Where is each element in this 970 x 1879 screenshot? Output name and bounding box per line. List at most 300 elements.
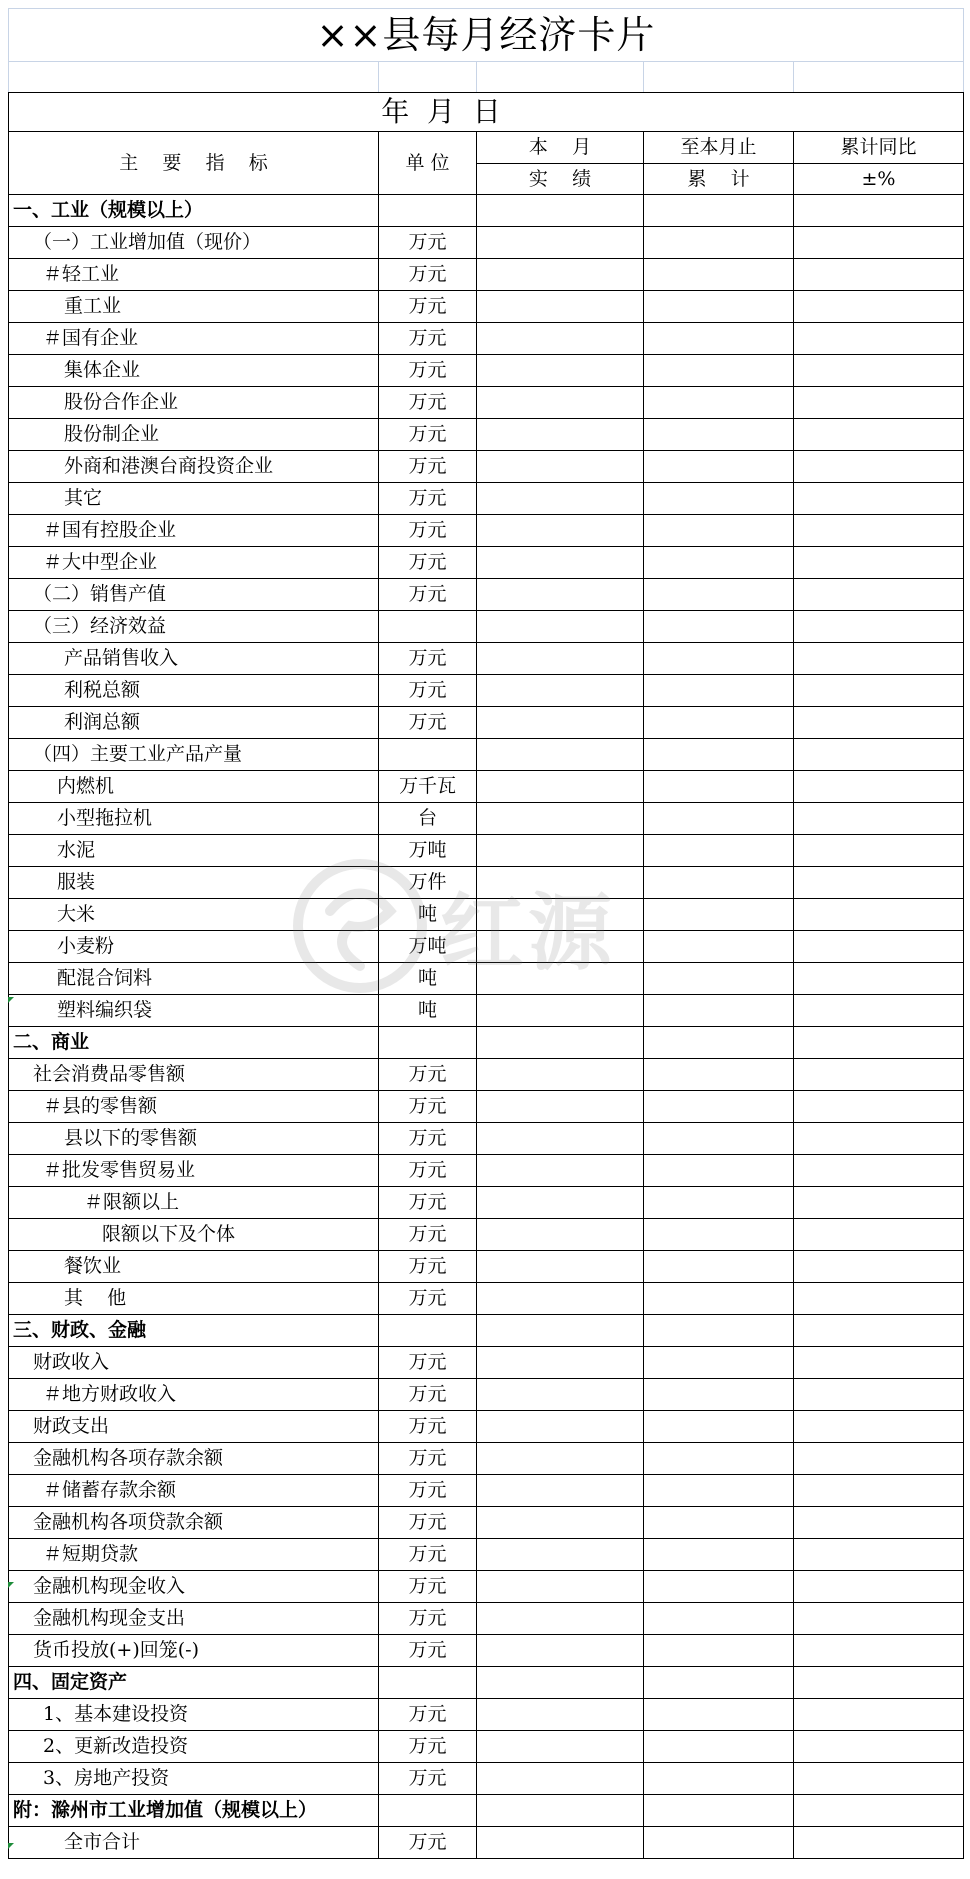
cumulative-cell[interactable] bbox=[644, 1763, 794, 1795]
unit-cell[interactable]: 万元 bbox=[379, 1219, 477, 1251]
unit-cell[interactable]: 万元 bbox=[379, 1571, 477, 1603]
table-row bbox=[9, 195, 964, 227]
unit-cell[interactable]: 万元 bbox=[379, 227, 477, 259]
table-row bbox=[9, 451, 964, 483]
cell-comment-marker bbox=[8, 997, 14, 1003]
this-month-cell[interactable] bbox=[477, 1635, 644, 1667]
this-month-cell[interactable] bbox=[477, 547, 644, 579]
cumulative-cell[interactable] bbox=[644, 1603, 794, 1635]
unit-cell[interactable]: 万元 bbox=[379, 1603, 477, 1635]
unit-cell[interactable]: 万元 bbox=[379, 1187, 477, 1219]
this-month-cell[interactable] bbox=[477, 1539, 644, 1571]
cumulative-cell[interactable] bbox=[644, 195, 794, 227]
yoy-cell[interactable] bbox=[794, 1091, 964, 1123]
yoy-cell[interactable] bbox=[794, 1667, 964, 1699]
unit-cell[interactable]: 吨 bbox=[379, 995, 477, 1027]
yoy-cell[interactable] bbox=[794, 1155, 964, 1187]
indicator-cell[interactable]: 金融机构现金支出 bbox=[9, 1603, 379, 1635]
sheet-title[interactable] bbox=[9, 9, 964, 62]
yoy-cell[interactable] bbox=[794, 643, 964, 675]
this-month-cell[interactable] bbox=[477, 707, 644, 739]
this-month-cell[interactable] bbox=[477, 1667, 644, 1699]
cumulative-cell[interactable] bbox=[644, 227, 794, 259]
unit-cell[interactable] bbox=[379, 1315, 477, 1347]
yoy-cell[interactable] bbox=[794, 355, 964, 387]
header-this-month-top[interactable]: 本 月 bbox=[477, 132, 644, 164]
this-month-cell[interactable] bbox=[477, 195, 644, 227]
date-line[interactable]: 年 月 日 bbox=[9, 93, 964, 132]
cumulative-cell[interactable] bbox=[644, 1411, 794, 1443]
indicator-cell[interactable]: 货币投放(+)回笼(-) bbox=[9, 1635, 379, 1667]
yoy-cell[interactable] bbox=[794, 707, 964, 739]
cumulative-cell[interactable] bbox=[644, 1283, 794, 1315]
yoy-cell[interactable] bbox=[794, 195, 964, 227]
cumulative-cell[interactable] bbox=[644, 1731, 794, 1763]
header-indicator[interactable]: 主 要 指 标 bbox=[9, 132, 379, 195]
this-month-cell[interactable] bbox=[477, 803, 644, 835]
table-row bbox=[9, 387, 964, 419]
indicator-cell[interactable]: 全市合计 bbox=[9, 1827, 379, 1859]
cumulative-cell[interactable] bbox=[644, 1443, 794, 1475]
this-month-cell[interactable] bbox=[477, 1827, 644, 1859]
indicator-cell[interactable]: 3、房地产投资 bbox=[9, 1763, 379, 1795]
blank-cell[interactable] bbox=[379, 62, 477, 93]
yoy-cell[interactable] bbox=[794, 1347, 964, 1379]
indicator-cell[interactable]: 附：滁州市工业增加值（规模以上） bbox=[9, 1795, 379, 1827]
cumulative-cell[interactable] bbox=[644, 611, 794, 643]
table-row bbox=[9, 1443, 964, 1475]
yoy-cell[interactable] bbox=[794, 611, 964, 643]
unit-cell[interactable]: 万元 bbox=[379, 579, 477, 611]
indicator-cell[interactable]: 金融机构现金收入 bbox=[9, 1571, 379, 1603]
yoy-cell[interactable] bbox=[794, 963, 964, 995]
indicator-cell[interactable]: 股份制企业 bbox=[9, 419, 379, 451]
indicator-cell[interactable]: 四、固定资产 bbox=[9, 1667, 379, 1699]
cumulative-cell[interactable] bbox=[644, 1091, 794, 1123]
indicator-cell[interactable]: 金融机构各项贷款余额 bbox=[9, 1507, 379, 1539]
indicator-cell[interactable]: 大米 bbox=[9, 899, 379, 931]
this-month-cell[interactable] bbox=[477, 1411, 644, 1443]
unit-cell[interactable]: 万元 bbox=[379, 387, 477, 419]
indicator-cell[interactable]: 股份合作企业 bbox=[9, 387, 379, 419]
cumulative-cell[interactable] bbox=[644, 1699, 794, 1731]
yoy-cell[interactable] bbox=[794, 1027, 964, 1059]
this-month-cell[interactable] bbox=[477, 1123, 644, 1155]
header-yoy-top[interactable]: 累计同比 bbox=[794, 132, 964, 164]
yoy-cell[interactable] bbox=[794, 803, 964, 835]
header-unit[interactable]: 单 位 bbox=[379, 132, 477, 195]
this-month-cell[interactable] bbox=[477, 387, 644, 419]
unit-cell[interactable]: 万元 bbox=[379, 1251, 477, 1283]
table-row bbox=[9, 1315, 964, 1347]
unit-cell[interactable]: 万元 bbox=[379, 483, 477, 515]
cumulative-cell[interactable] bbox=[644, 1635, 794, 1667]
cumulative-cell[interactable] bbox=[644, 259, 794, 291]
table-row bbox=[9, 355, 964, 387]
cumulative-cell[interactable] bbox=[644, 579, 794, 611]
cumulative-cell[interactable] bbox=[644, 323, 794, 355]
table-row bbox=[9, 1411, 964, 1443]
yoy-cell[interactable] bbox=[794, 451, 964, 483]
yoy-cell[interactable] bbox=[794, 547, 964, 579]
cumulative-cell[interactable] bbox=[644, 675, 794, 707]
unit-cell[interactable]: 万元 bbox=[379, 1507, 477, 1539]
table-row bbox=[9, 1091, 964, 1123]
cumulative-cell[interactable] bbox=[644, 803, 794, 835]
cell-comment-marker bbox=[8, 1582, 14, 1588]
yoy-cell[interactable] bbox=[794, 931, 964, 963]
indicator-cell[interactable]: （二）销售产值 bbox=[9, 579, 379, 611]
unit-cell[interactable]: 万元 bbox=[379, 419, 477, 451]
cumulative-cell[interactable] bbox=[644, 1795, 794, 1827]
table-row bbox=[9, 1475, 964, 1507]
yoy-cell[interactable] bbox=[794, 1411, 964, 1443]
cumulative-cell[interactable] bbox=[644, 387, 794, 419]
this-month-cell[interactable] bbox=[477, 451, 644, 483]
unit-cell[interactable]: 万千瓦 bbox=[379, 771, 477, 803]
yoy-cell[interactable] bbox=[794, 995, 964, 1027]
indicator-cell[interactable]: 集体企业 bbox=[9, 355, 379, 387]
unit-cell[interactable]: 万元 bbox=[379, 355, 477, 387]
indicator-cell[interactable]: 服装 bbox=[9, 867, 379, 899]
indicator-cell[interactable]: 配混合饲料 bbox=[9, 963, 379, 995]
table-row bbox=[9, 643, 964, 675]
header-yoy-bottom[interactable]: ±% bbox=[794, 163, 964, 195]
indicator-cell[interactable]: 其 他 bbox=[9, 1283, 379, 1315]
indicator-cell[interactable]: 限额以下及个体 bbox=[9, 1219, 379, 1251]
yoy-cell[interactable] bbox=[794, 867, 964, 899]
yoy-cell[interactable] bbox=[794, 1219, 964, 1251]
cumulative-cell[interactable] bbox=[644, 1571, 794, 1603]
indicator-cell[interactable]: 县以下的零售额 bbox=[9, 1123, 379, 1155]
unit-cell[interactable]: 万元 bbox=[379, 1091, 477, 1123]
table-row bbox=[9, 1251, 964, 1283]
this-month-cell[interactable] bbox=[477, 1027, 644, 1059]
indicator-cell[interactable]: 外商和港澳台商投资企业 bbox=[9, 451, 379, 483]
table-row bbox=[9, 1635, 964, 1667]
cumulative-cell[interactable] bbox=[644, 515, 794, 547]
indicator-cell[interactable]: 财政支出 bbox=[9, 1411, 379, 1443]
yoy-cell[interactable] bbox=[794, 579, 964, 611]
header-cumulative-bottom[interactable]: 累 计 bbox=[644, 163, 794, 195]
this-month-cell[interactable] bbox=[477, 1443, 644, 1475]
cumulative-cell[interactable] bbox=[644, 1667, 794, 1699]
this-month-cell[interactable] bbox=[477, 1059, 644, 1091]
unit-cell[interactable]: 万元 bbox=[379, 1827, 477, 1859]
yoy-cell[interactable] bbox=[794, 1475, 964, 1507]
unit-cell[interactable]: 万元 bbox=[379, 1347, 477, 1379]
yoy-cell[interactable] bbox=[794, 1123, 964, 1155]
this-month-cell[interactable] bbox=[477, 483, 644, 515]
yoy-cell[interactable] bbox=[794, 259, 964, 291]
title-row bbox=[9, 9, 964, 62]
blank-cell[interactable] bbox=[644, 62, 794, 93]
yoy-cell[interactable] bbox=[794, 1379, 964, 1411]
unit-cell[interactable] bbox=[379, 739, 477, 771]
this-month-cell[interactable] bbox=[477, 323, 644, 355]
this-month-cell[interactable] bbox=[477, 1475, 644, 1507]
this-month-cell[interactable] bbox=[477, 1251, 644, 1283]
table-row bbox=[9, 675, 964, 707]
indicator-cell[interactable]: 塑料编织袋 bbox=[9, 995, 379, 1027]
yoy-cell[interactable] bbox=[794, 1731, 964, 1763]
unit-cell[interactable]: 万元 bbox=[379, 1123, 477, 1155]
cumulative-cell[interactable] bbox=[644, 771, 794, 803]
cumulative-cell[interactable] bbox=[644, 1187, 794, 1219]
table-row bbox=[9, 1731, 964, 1763]
cumulative-cell[interactable] bbox=[644, 1539, 794, 1571]
this-month-cell[interactable] bbox=[477, 515, 644, 547]
this-month-cell[interactable] bbox=[477, 675, 644, 707]
yoy-cell[interactable] bbox=[794, 1827, 964, 1859]
unit-cell[interactable]: 万元 bbox=[379, 1635, 477, 1667]
cumulative-cell[interactable] bbox=[644, 1251, 794, 1283]
indicator-cell[interactable]: 1、基本建设投资 bbox=[9, 1699, 379, 1731]
table-row bbox=[9, 419, 964, 451]
indicator-cell[interactable]: ＃批发零售贸易业 bbox=[9, 1155, 379, 1187]
this-month-cell[interactable] bbox=[477, 739, 644, 771]
header-this-month-bottom[interactable]: 实 绩 bbox=[477, 163, 644, 195]
yoy-cell[interactable] bbox=[794, 387, 964, 419]
unit-cell[interactable]: 万吨 bbox=[379, 835, 477, 867]
indicator-cell[interactable]: ＃储蓄存款余额 bbox=[9, 1475, 379, 1507]
this-month-cell[interactable] bbox=[477, 1091, 644, 1123]
indicator-cell[interactable]: 三、财政、金融 bbox=[9, 1315, 379, 1347]
cumulative-cell[interactable] bbox=[644, 547, 794, 579]
indicator-cell[interactable]: （四）主要工业产品产量 bbox=[9, 739, 379, 771]
this-month-cell[interactable] bbox=[477, 1347, 644, 1379]
unit-cell[interactable]: 万元 bbox=[379, 547, 477, 579]
indicator-cell[interactable]: 小麦粉 bbox=[9, 931, 379, 963]
this-month-cell[interactable] bbox=[477, 579, 644, 611]
blank-cell[interactable] bbox=[794, 62, 964, 93]
cumulative-cell[interactable] bbox=[644, 995, 794, 1027]
unit-cell[interactable] bbox=[379, 1667, 477, 1699]
indicator-cell[interactable]: ＃地方财政收入 bbox=[9, 1379, 379, 1411]
unit-cell[interactable]: 万元 bbox=[379, 1283, 477, 1315]
cumulative-cell[interactable] bbox=[644, 1379, 794, 1411]
unit-cell[interactable]: 万元 bbox=[379, 675, 477, 707]
yoy-cell[interactable] bbox=[794, 515, 964, 547]
blank-cell[interactable] bbox=[9, 62, 379, 93]
yoy-cell[interactable] bbox=[794, 1315, 964, 1347]
yoy-cell[interactable] bbox=[794, 291, 964, 323]
this-month-cell[interactable] bbox=[477, 355, 644, 387]
unit-cell[interactable]: 万元 bbox=[379, 259, 477, 291]
yoy-cell[interactable] bbox=[794, 1507, 964, 1539]
this-month-cell[interactable] bbox=[477, 1699, 644, 1731]
unit-cell[interactable]: 万元 bbox=[379, 1699, 477, 1731]
this-month-cell[interactable] bbox=[477, 995, 644, 1027]
cumulative-cell[interactable] bbox=[644, 1347, 794, 1379]
unit-cell[interactable]: 万元 bbox=[379, 515, 477, 547]
indicator-cell[interactable]: 重工业 bbox=[9, 291, 379, 323]
indicator-cell[interactable]: ＃短期贷款 bbox=[9, 1539, 379, 1571]
unit-cell[interactable]: 万元 bbox=[379, 1475, 477, 1507]
indicator-cell[interactable]: 利税总额 bbox=[9, 675, 379, 707]
table-row bbox=[9, 1379, 964, 1411]
yoy-cell[interactable] bbox=[794, 1251, 964, 1283]
unit-cell[interactable]: 万元 bbox=[379, 323, 477, 355]
cumulative-cell[interactable] bbox=[644, 451, 794, 483]
cumulative-cell[interactable] bbox=[644, 1027, 794, 1059]
indicator-cell[interactable]: 金融机构各项存款余额 bbox=[9, 1443, 379, 1475]
this-month-cell[interactable] bbox=[477, 1795, 644, 1827]
table-row bbox=[9, 227, 964, 259]
indicator-cell[interactable]: ＃大中型企业 bbox=[9, 547, 379, 579]
this-month-cell[interactable] bbox=[477, 1731, 644, 1763]
indicator-cell[interactable]: 社会消费品零售额 bbox=[9, 1059, 379, 1091]
table-row bbox=[9, 579, 964, 611]
unit-cell[interactable]: 万件 bbox=[379, 867, 477, 899]
cumulative-cell[interactable] bbox=[644, 707, 794, 739]
yoy-cell[interactable] bbox=[794, 1539, 964, 1571]
indicator-cell[interactable]: ＃国有控股企业 bbox=[9, 515, 379, 547]
cumulative-cell[interactable] bbox=[644, 1059, 794, 1091]
yoy-cell[interactable] bbox=[794, 899, 964, 931]
cumulative-cell[interactable] bbox=[644, 1219, 794, 1251]
cumulative-cell[interactable] bbox=[644, 483, 794, 515]
this-month-cell[interactable] bbox=[477, 1283, 644, 1315]
yoy-cell[interactable] bbox=[794, 1571, 964, 1603]
header-row-top bbox=[9, 132, 964, 164]
unit-cell[interactable]: 万元 bbox=[379, 1059, 477, 1091]
unit-cell[interactable]: 吨 bbox=[379, 899, 477, 931]
watermark bbox=[290, 856, 680, 996]
watermark-text: 红源 bbox=[440, 884, 617, 982]
cumulative-cell[interactable] bbox=[644, 643, 794, 675]
unit-cell[interactable]: 万元 bbox=[379, 707, 477, 739]
table-row bbox=[9, 1155, 964, 1187]
yoy-cell[interactable] bbox=[794, 739, 964, 771]
yoy-cell[interactable] bbox=[794, 483, 964, 515]
table-row bbox=[9, 771, 964, 803]
cumulative-cell[interactable] bbox=[644, 419, 794, 451]
yoy-cell[interactable] bbox=[794, 835, 964, 867]
this-month-cell[interactable] bbox=[477, 227, 644, 259]
unit-cell[interactable]: 台 bbox=[379, 803, 477, 835]
unit-cell[interactable]: 吨 bbox=[379, 963, 477, 995]
unit-cell[interactable] bbox=[379, 611, 477, 643]
yoy-cell[interactable] bbox=[794, 227, 964, 259]
yoy-cell[interactable] bbox=[794, 419, 964, 451]
this-month-cell[interactable] bbox=[477, 1763, 644, 1795]
this-month-cell[interactable] bbox=[477, 1315, 644, 1347]
table-row bbox=[9, 515, 964, 547]
indicator-cell[interactable]: （一）工业增加值（现价） bbox=[9, 227, 379, 259]
yoy-cell[interactable] bbox=[794, 771, 964, 803]
indicator-cell[interactable]: 产品销售收入 bbox=[9, 643, 379, 675]
unit-cell[interactable] bbox=[379, 1027, 477, 1059]
indicator-cell[interactable]: ＃国有企业 bbox=[9, 323, 379, 355]
unit-cell[interactable]: 万元 bbox=[379, 451, 477, 483]
unit-cell[interactable]: 万元 bbox=[379, 1155, 477, 1187]
this-month-cell[interactable] bbox=[477, 1219, 644, 1251]
cumulative-cell[interactable] bbox=[644, 1315, 794, 1347]
yoy-cell[interactable] bbox=[794, 675, 964, 707]
indicator-cell[interactable]: 利润总额 bbox=[9, 707, 379, 739]
unit-cell[interactable]: 万元 bbox=[379, 1379, 477, 1411]
indicator-cell[interactable]: ＃轻工业 bbox=[9, 259, 379, 291]
cumulative-cell[interactable] bbox=[644, 291, 794, 323]
unit-cell[interactable]: 万吨 bbox=[379, 931, 477, 963]
header-cumulative-top[interactable]: 至本月止 bbox=[644, 132, 794, 164]
cumulative-cell[interactable] bbox=[644, 1827, 794, 1859]
cumulative-cell[interactable] bbox=[644, 1507, 794, 1539]
this-month-cell[interactable] bbox=[477, 259, 644, 291]
blank-row bbox=[9, 62, 964, 93]
yoy-cell[interactable] bbox=[794, 1699, 964, 1731]
indicator-cell[interactable]: ＃县的零售额 bbox=[9, 1091, 379, 1123]
indicator-cell[interactable]: 二、商业 bbox=[9, 1027, 379, 1059]
unit-cell[interactable]: 万元 bbox=[379, 643, 477, 675]
indicator-cell[interactable]: 2、更新改造投资 bbox=[9, 1731, 379, 1763]
unit-cell[interactable]: 万元 bbox=[379, 291, 477, 323]
indicator-cell[interactable]: 餐饮业 bbox=[9, 1251, 379, 1283]
table-row bbox=[9, 1763, 964, 1795]
this-month-cell[interactable] bbox=[477, 419, 644, 451]
yoy-cell[interactable] bbox=[794, 1443, 964, 1475]
yoy-cell[interactable] bbox=[794, 1283, 964, 1315]
blank-cell[interactable] bbox=[477, 62, 644, 93]
unit-cell[interactable] bbox=[379, 1795, 477, 1827]
unit-cell[interactable]: 万元 bbox=[379, 1411, 477, 1443]
yoy-cell[interactable] bbox=[794, 1635, 964, 1667]
this-month-cell[interactable] bbox=[477, 1571, 644, 1603]
table-row bbox=[9, 1571, 964, 1603]
yoy-cell[interactable] bbox=[794, 1603, 964, 1635]
indicator-cell[interactable]: 财政收入 bbox=[9, 1347, 379, 1379]
indicator-cell[interactable]: 一、工业（规模以上） bbox=[9, 195, 379, 227]
yoy-cell[interactable] bbox=[794, 1795, 964, 1827]
yoy-cell[interactable] bbox=[794, 1763, 964, 1795]
this-month-cell[interactable] bbox=[477, 1379, 644, 1411]
indicator-cell[interactable]: 小型拖拉机 bbox=[9, 803, 379, 835]
table-row bbox=[9, 1827, 964, 1859]
yoy-cell[interactable] bbox=[794, 323, 964, 355]
this-month-cell[interactable] bbox=[477, 1507, 644, 1539]
unit-cell[interactable]: 万元 bbox=[379, 1539, 477, 1571]
unit-cell[interactable] bbox=[379, 195, 477, 227]
unit-cell[interactable]: 万元 bbox=[379, 1763, 477, 1795]
cumulative-cell[interactable] bbox=[644, 1475, 794, 1507]
table-row bbox=[9, 611, 964, 643]
cumulative-cell[interactable] bbox=[644, 1123, 794, 1155]
indicator-cell[interactable]: 其它 bbox=[9, 483, 379, 515]
indicator-cell[interactable]: （三）经济效益 bbox=[9, 611, 379, 643]
this-month-cell[interactable] bbox=[477, 1155, 644, 1187]
yoy-cell[interactable] bbox=[794, 1187, 964, 1219]
this-month-cell[interactable] bbox=[477, 643, 644, 675]
unit-cell[interactable]: 万元 bbox=[379, 1443, 477, 1475]
this-month-cell[interactable] bbox=[477, 291, 644, 323]
unit-cell[interactable]: 万元 bbox=[379, 1731, 477, 1763]
indicator-cell[interactable]: 水泥 bbox=[9, 835, 379, 867]
this-month-cell[interactable] bbox=[477, 771, 644, 803]
table-row bbox=[9, 1123, 964, 1155]
indicator-cell[interactable]: 内燃机 bbox=[9, 771, 379, 803]
this-month-cell[interactable] bbox=[477, 611, 644, 643]
indicator-cell[interactable]: ＃限额以上 bbox=[9, 1187, 379, 1219]
table-row bbox=[9, 1603, 964, 1635]
yoy-cell[interactable] bbox=[794, 1059, 964, 1091]
cumulative-cell[interactable] bbox=[644, 355, 794, 387]
cumulative-cell[interactable] bbox=[644, 739, 794, 771]
this-month-cell[interactable] bbox=[477, 1603, 644, 1635]
this-month-cell[interactable] bbox=[477, 1187, 644, 1219]
cumulative-cell[interactable] bbox=[644, 1155, 794, 1187]
date-row bbox=[9, 93, 964, 132]
